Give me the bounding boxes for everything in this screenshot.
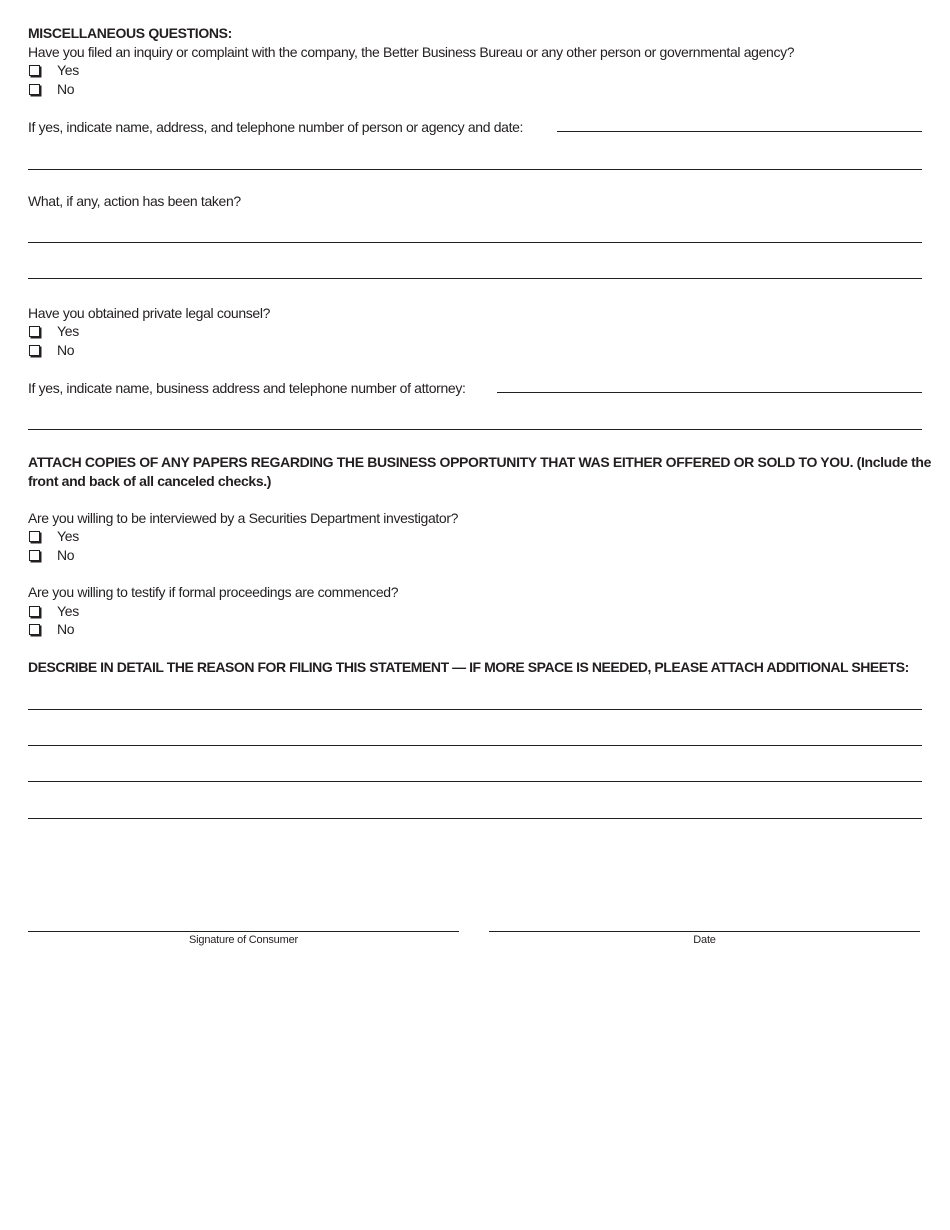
checkbox-label: Yes bbox=[57, 62, 79, 78]
describe-line-2[interactable] bbox=[28, 745, 922, 746]
checkbox-interview-no[interactable] bbox=[28, 546, 74, 564]
signature-label: Signature of Consumer bbox=[189, 934, 298, 946]
checkbox-icon bbox=[29, 65, 40, 76]
attorney-details-line[interactable] bbox=[497, 392, 922, 393]
action-line-1[interactable] bbox=[28, 242, 922, 243]
checkbox-icon bbox=[29, 550, 40, 561]
attach-instruction-line-2: front and back of all canceled checks.) bbox=[28, 473, 272, 489]
checkbox-icon bbox=[29, 531, 40, 542]
checkbox-label: No bbox=[57, 342, 75, 358]
attach-instruction-line-1: ATTACH COPIES OF ANY PAPERS REGARDING THE BUSINESS OPPORTUNITY THAT WAS EITHER OFFERED OR SOLD TO YOU. (Include the bbox=[28, 454, 932, 470]
question-testify: Are you willing to testify if formal proceedings are commenced? bbox=[28, 584, 399, 600]
checkbox-label: No bbox=[57, 547, 75, 563]
checkbox-counsel-yes[interactable] bbox=[28, 322, 79, 340]
date-label: Date bbox=[693, 934, 716, 946]
agency-details-line-2[interactable] bbox=[28, 169, 922, 170]
checkbox-label: Yes bbox=[57, 603, 79, 619]
describe-line-1[interactable] bbox=[28, 709, 922, 710]
question-interview: Are you willing to be interviewed by a Securities Department investigator? bbox=[28, 510, 459, 526]
action-line-2[interactable] bbox=[28, 278, 922, 279]
question-legal-counsel: Have you obtained private legal counsel? bbox=[28, 305, 271, 321]
prompt-agency-details: If yes, indicate name, address, and telephone number of person or agency and date: bbox=[28, 119, 524, 135]
checkbox-testify-no[interactable] bbox=[28, 620, 74, 638]
attorney-details-line-2[interactable] bbox=[28, 429, 922, 430]
date-line[interactable] bbox=[489, 931, 920, 932]
checkbox-label: No bbox=[57, 81, 75, 97]
checkbox-label: No bbox=[57, 621, 75, 637]
signature-line[interactable] bbox=[28, 931, 459, 932]
checkbox-testify-yes[interactable] bbox=[28, 602, 79, 620]
checkbox-inquiry-yes[interactable] bbox=[28, 61, 79, 79]
checkbox-icon bbox=[29, 84, 40, 95]
agency-details-line[interactable] bbox=[557, 131, 922, 132]
describe-line-3[interactable] bbox=[28, 781, 922, 782]
describe-line-4[interactable] bbox=[28, 818, 922, 819]
checkbox-icon bbox=[29, 606, 40, 617]
checkbox-icon bbox=[29, 624, 40, 635]
checkbox-icon bbox=[29, 345, 40, 356]
prompt-attorney-details: If yes, indicate name, business address and telephone number of attorney: bbox=[28, 380, 466, 396]
checkbox-inquiry-no[interactable] bbox=[28, 80, 74, 98]
describe-heading: DESCRIBE IN DETAIL THE REASON FOR FILING THIS STATEMENT — IF MORE SPACE IS NEEDED, PLEASE ATTACH ADDITIONAL SHEETS: bbox=[28, 659, 909, 675]
section-heading-misc: MISCELLANEOUS QUESTIONS: bbox=[28, 25, 232, 41]
checkbox-icon bbox=[29, 326, 40, 337]
question-action-taken: What, if any, action has been taken? bbox=[28, 193, 241, 209]
question-inquiry: Have you filed an inquiry or complaint with the company, the Better Business Bureau or any other person or governmental agency? bbox=[28, 44, 795, 60]
checkbox-interview-yes[interactable] bbox=[28, 527, 79, 545]
checkbox-counsel-no[interactable] bbox=[28, 341, 74, 359]
checkbox-label: Yes bbox=[57, 528, 79, 544]
checkbox-label: Yes bbox=[57, 323, 79, 339]
